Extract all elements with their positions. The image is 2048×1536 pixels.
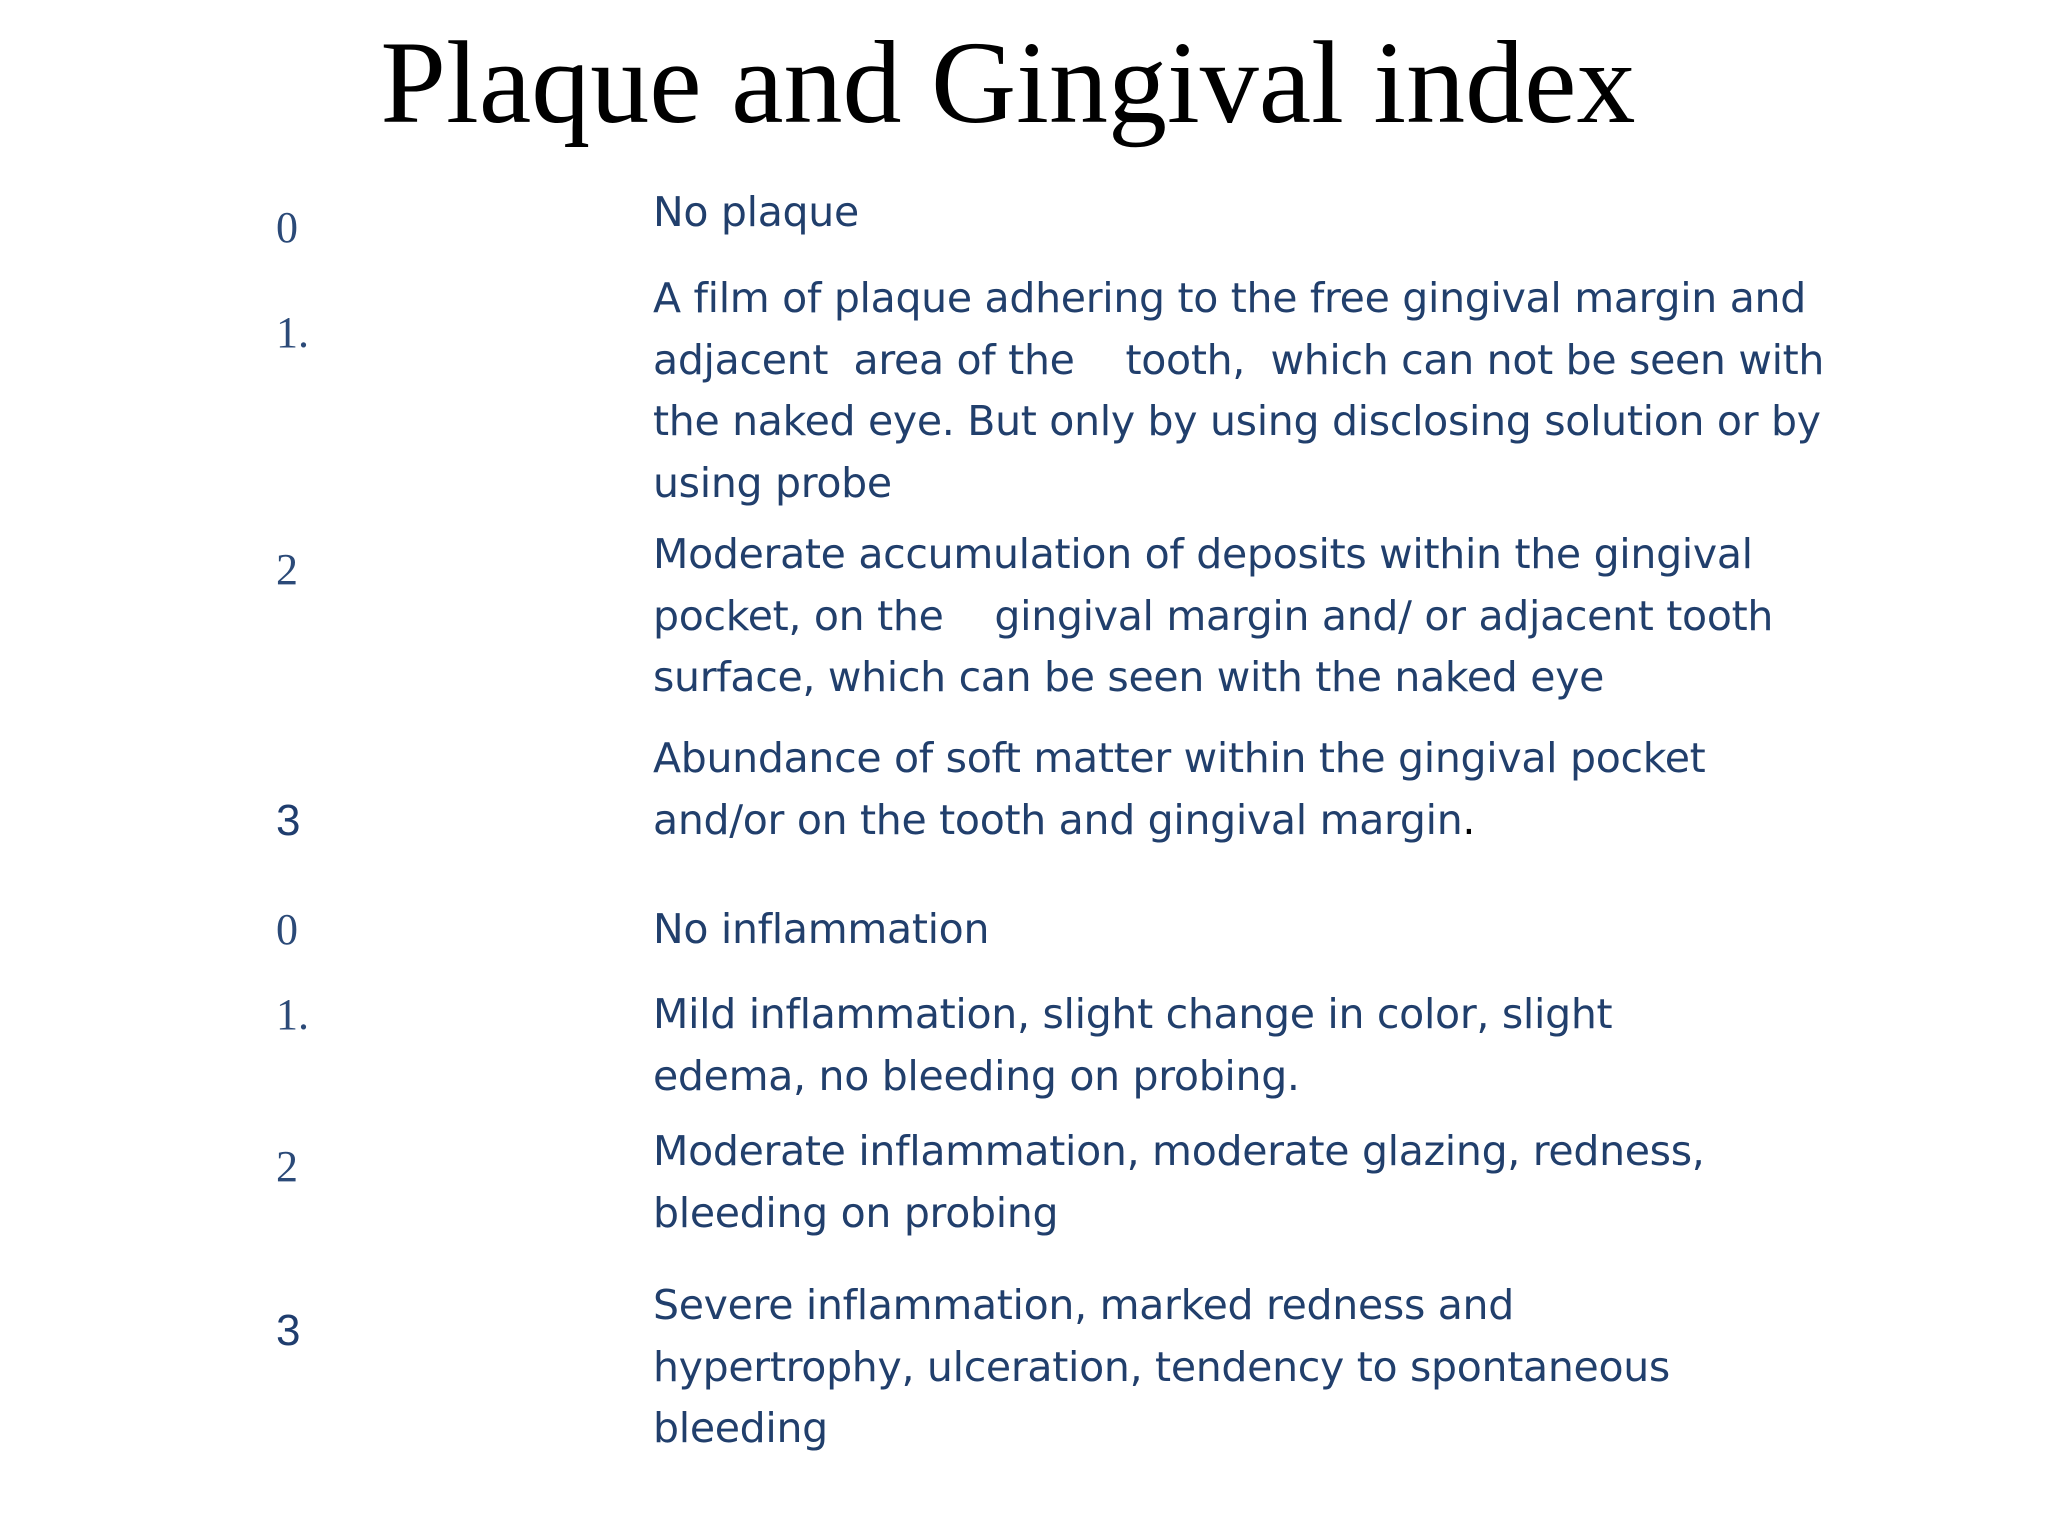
gingival-desc-1-line-1: Mild inflammation, slight change in color, slight <box>653 990 1613 1038</box>
gingival-desc-2 <box>653 1121 1953 1244</box>
gingival-desc-2-line-1: Moderate inflammation, moderate glazing, redness, <box>653 1127 1705 1175</box>
plaque-desc-1-line-1: A film of plaque adhering to the free gingival margin and <box>653 274 1806 322</box>
gingival-desc-3 <box>653 1275 1953 1460</box>
plaque-desc-3 <box>653 728 1953 851</box>
plaque-desc-2-line-2: pocket, on the gingival margin and/ or adjacent tooth <box>653 591 1774 640</box>
plaque-score-0: 0 <box>276 203 298 252</box>
plaque-desc-3-line-1: Abundance of soft matter within the gingival pocket <box>653 734 1706 782</box>
gingival-score-1: 1. <box>276 990 309 1039</box>
plaque-desc-1-line-4: using probe <box>653 458 892 507</box>
gingival-desc-3-line-3: bleeding <box>653 1404 828 1452</box>
gingival-score-0: 0 <box>276 905 298 954</box>
gingival-desc-3-line-1: Severe inflammation, marked redness and <box>653 1281 1514 1329</box>
gingival-score-3: 3 <box>276 1306 301 1355</box>
plaque-desc-1 <box>653 268 1953 514</box>
gingival-desc-1 <box>653 984 1953 1107</box>
plaque-score-3: 3 <box>276 796 301 845</box>
plaque-desc-3-trailing: . <box>1462 795 1476 844</box>
gingival-desc-3-line-2: hypertrophy, ulceration, tendency to spontaneous <box>653 1342 1670 1391</box>
plaque-desc-0-line-1: No plaque <box>653 188 859 236</box>
gingival-desc-0 <box>653 899 1953 961</box>
plaque-desc-1-line-2: adjacent area of the tooth, which can not be seen with <box>653 335 1825 384</box>
plaque-score-1: 1. <box>276 308 309 357</box>
plaque-desc-1-line-3: the naked eye. But only by using disclosing solution or by <box>653 397 1821 445</box>
plaque-score-2: 2 <box>276 545 298 594</box>
plaque-desc-2-line-1: Moderate accumulation of deposits within the gingival <box>653 530 1753 578</box>
plaque-desc-0 <box>653 182 1953 244</box>
gingival-desc-2-line-2: bleeding on probing <box>653 1188 1059 1237</box>
slide-title: Plaque and Gingival index <box>380 17 1636 148</box>
plaque-desc-3-line-2: and/or on the tooth and gingival margin <box>653 795 1463 844</box>
gingival-desc-0-line-1: No inflammation <box>653 905 990 953</box>
gingival-desc-1-line-2: edema, no bleeding on probing. <box>653 1051 1300 1100</box>
plaque-desc-2 <box>653 524 1953 709</box>
plaque-desc-2-line-3: surface, which can be seen with the naked eye <box>653 653 1605 701</box>
gingival-score-2: 2 <box>276 1142 298 1191</box>
